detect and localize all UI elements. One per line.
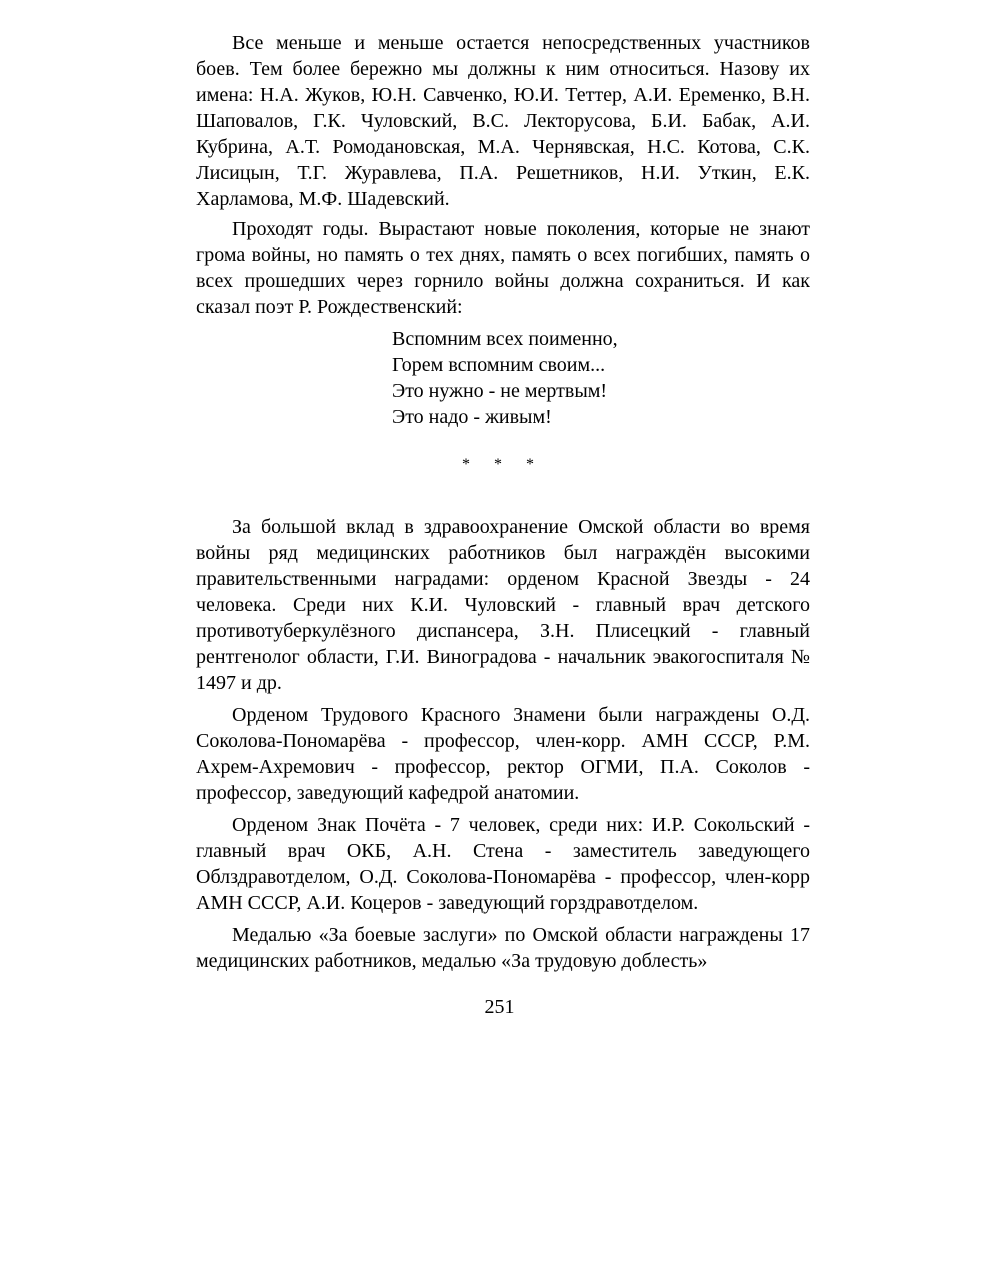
paragraph-badge-honour: Орденом Знак Почёта - 7 человек, среди них: И.Р. Сокольский - главный врач ОКБ, А.Н. Стена - заместитель заведующего Облздравотделом, О.Д. Соколова-Пономарёва - профессор, член-корр АМН СССР, А.И. Коцеров - заведующий горздравотделом. xyxy=(196,814,810,914)
paragraph-medals: Медалью «За боевые заслуги» по Омской области награждены 17 медицинских работников, медалью «За трудовую доблесть» xyxy=(196,924,810,972)
poem-line: Это надо - живым! xyxy=(392,406,552,428)
paragraph-generations: Проходят годы. Вырастают новые поколения, которые не знают грома войны, но память о тех днях, память о всех погибших, память о всех прошедших через горнило войны должна сохраниться. И как сказал поэт Р. Рождественский: xyxy=(196,218,810,318)
poem-line: Вспомним всех поименно, xyxy=(392,328,618,350)
paragraph-veterans-names: Все меньше и меньше остается непосредственных участников боев. Тем более бережно мы должны к ним относиться. Назову их имена: Н.А. Жуков, Ю.Н. Савченко, Ю.И. Теттер, А.И. Еременко, В.Н. Шаповалов, Г.К. Чуловский, В.С. Лекторусова, Б.И. Бабак, А.И. Кубрина, А.Т. Ромодановская, М.А. Чернявская, Н.С. Котова, С.К. Лисицын, Т.Г. Журавлева, П.А. Решетников, Н.И. Уткин, Е.К. Харламова, М.Ф. Шадевский. xyxy=(196,32,810,210)
poem-quote xyxy=(196,326,810,430)
section-awards xyxy=(196,514,810,974)
page-body xyxy=(196,30,810,974)
section-separator: * * * xyxy=(462,456,544,473)
paragraph-red-banner: Орденом Трудового Красного Знамени были награждены О.Д. Соколова-Пономарёва - профессор, член-корр. АМН СССР, Р.М. Ахрем-Ахремович - профессор, ректор ОГМИ, П.А. Соколов - профессор, заведующий кафедрой анатомии. xyxy=(196,704,810,804)
poem-line: Это нужно - не мертвым! xyxy=(392,380,608,402)
section-veterans xyxy=(196,30,810,430)
page-number: 251 xyxy=(484,996,515,1018)
poem-line: Горем вспомним своим... xyxy=(392,354,606,376)
paragraph-red-star: За большой вклад в здравоохранение Омской области во время войны ряд медицинских работников был награждён высокими правительственными наградами: орденом Красной Звезды - 24 человека. Среди них К.И. Чуловский - главный врач детского противотуберкулёзного диспансера, З.Н. Плисецкий - главный рентгенолог области, Г.И. Виноградова - начальник эвакогоспиталя № 1497 и др. xyxy=(196,516,810,694)
